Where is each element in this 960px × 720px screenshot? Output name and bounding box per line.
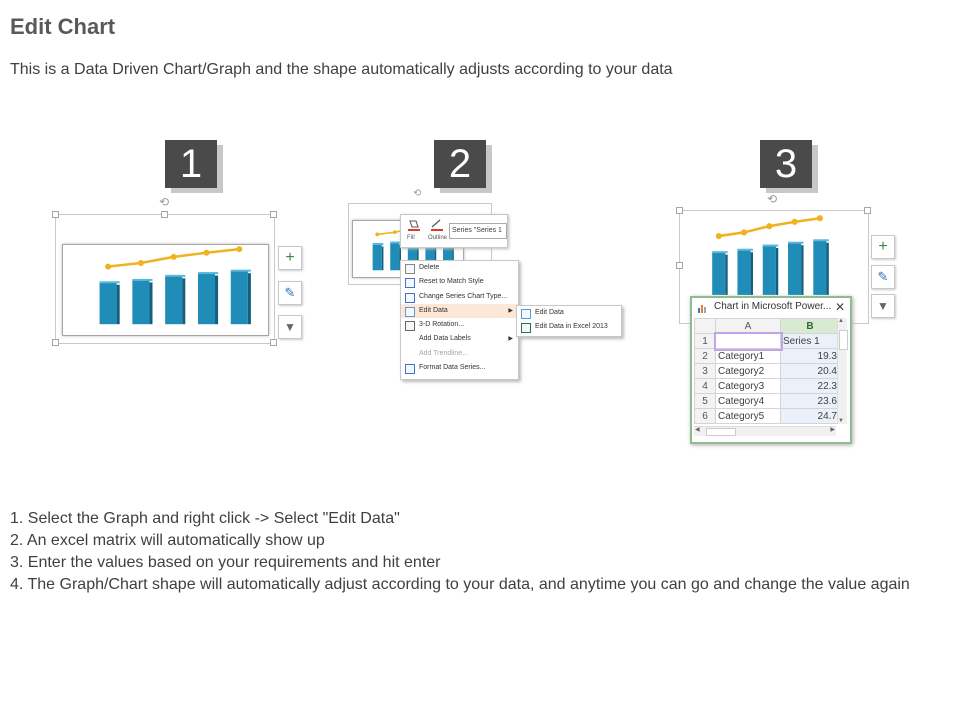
rotation-icon [405,321,415,331]
bar-top [198,272,218,274]
bar-top [373,243,384,245]
bar-category2[interactable] [737,250,750,295]
cell-a[interactable]: Category4 [716,394,781,409]
bar-category4[interactable] [198,274,215,325]
bar-top [132,279,152,281]
menu-item-add-trendline[interactable] [401,347,518,361]
chart-area[interactable] [684,214,842,306]
step-1-badge: 1 [165,140,217,188]
table-row [695,334,840,349]
excel-grid[interactable] [694,318,840,424]
line-point[interactable] [393,230,397,234]
bar-shade [751,252,753,295]
menu-item-label: Delete [419,264,440,271]
rotate-handle-icon[interactable]: ⟲ [159,195,170,209]
bar-shade [776,248,778,295]
chart-styles-button[interactable] [871,265,895,289]
table-row [695,394,840,409]
cell-b[interactable]: 23.6 [781,394,840,409]
menu-item-label: Add Data Labels [419,335,471,343]
row-header[interactable]: 2 [695,349,716,364]
row-header[interactable]: 6 [695,409,716,424]
line-point[interactable] [236,246,242,252]
scroll-thumb[interactable] [706,428,736,436]
chart-type-icon [405,293,415,303]
menu-item-label: Reset to Match Style [419,278,484,286]
bar-shade [117,285,120,324]
rotate-handle-icon[interactable]: ⟲ [767,192,778,206]
row-header[interactable]: 3 [695,364,716,379]
line-point[interactable] [105,264,111,270]
fill-label: Fill [407,235,415,241]
instruction-1: 1. Select the Graph and right click -> Select "Edit Data" [10,510,400,527]
chart-filters-button[interactable] [871,294,895,318]
scroll-right-icon[interactable]: ▶ [830,427,835,433]
bar-category1[interactable] [373,245,382,271]
row-header[interactable]: 5 [695,394,716,409]
page-subtitle: This is a Data Driven Chart/Graph and the shape automatically adjusts according to your data [10,61,673,78]
chart-svg[interactable] [684,214,842,306]
line-point[interactable] [171,254,177,260]
menu-item-add-data-labels[interactable] [401,332,518,346]
bar-top [813,239,829,241]
step-2-badge: 2 [434,140,486,188]
bar-category3[interactable] [763,246,776,295]
bar-shade [215,276,218,325]
context-menu [400,260,519,380]
cell-a[interactable]: Category1 [716,349,781,364]
cell-a[interactable] [716,334,781,349]
resize-handle[interactable] [864,207,871,214]
chart-styles-button[interactable] [278,281,302,305]
scroll-thumb[interactable] [839,330,848,350]
plus-icon: + [878,238,888,255]
bar-top [231,270,251,272]
chart-area[interactable] [62,244,269,336]
excel-chart-icon [698,302,708,312]
menu-item-delete[interactable] [401,261,518,275]
filter-icon: ▼ [284,320,296,334]
bar-category1[interactable] [712,253,725,295]
column-header-a[interactable]: A [716,319,781,334]
bar-shade [149,282,152,324]
close-icon[interactable]: ✕ [835,300,846,314]
bar-category5[interactable] [813,241,826,295]
cell-a[interactable]: Category3 [716,379,781,394]
reset-style-icon [405,278,415,288]
bar-category1[interactable] [100,283,117,324]
corner-cell[interactable] [695,319,716,334]
cell-b[interactable]: 20.4 [781,364,840,379]
bar-shade [182,278,185,324]
table-row [695,409,840,424]
row-header[interactable]: 1 [695,334,716,349]
table-row [695,364,840,379]
resize-handle[interactable] [676,207,683,214]
bar-top [165,275,185,277]
bar-shade [725,255,727,295]
edit-data-submenu [516,305,622,337]
menu-item-label: Add Trendline... [419,349,469,357]
cell-a[interactable]: Category5 [716,409,781,424]
resize-handle[interactable] [270,211,277,218]
resize-handle[interactable] [270,339,277,346]
bar-shade [382,247,384,271]
line-point[interactable] [766,223,772,229]
chart-svg[interactable] [63,245,268,335]
submenu-item-edit-data[interactable] [517,306,621,320]
plus-icon: + [285,249,295,266]
bar-category2[interactable] [390,243,399,270]
series-select[interactable] [449,223,507,239]
bar-top [737,249,753,251]
brush-icon: ✎ [877,269,889,284]
chart-elements-button[interactable] [278,246,302,270]
outline-icon[interactable] [430,218,444,230]
line-point[interactable] [204,250,210,256]
edit-data-icon [521,309,531,319]
step-3-badge: 3 [760,140,812,188]
bar-top [712,251,728,253]
bar-shade [826,243,828,295]
menu-item-format-data-series[interactable] [401,361,518,375]
submenu-arrow-icon: ▶ [508,307,513,314]
cell-b[interactable]: Series 1 [781,334,840,349]
table-row [695,379,840,394]
menu-item-edit-data[interactable] [401,304,518,318]
line-point[interactable] [741,229,747,235]
fill-icon[interactable] [407,218,421,230]
submenu-arrow-icon: ▶ [508,336,513,343]
bar-category4[interactable] [788,243,801,295]
table-row [695,349,840,364]
brush-icon: ✎ [284,285,296,300]
bar-top [788,242,804,244]
delete-icon [405,264,415,274]
menu-item-label: 3-D Rotation... [419,321,465,329]
edit-data-icon [405,307,415,317]
row-header[interactable]: 4 [695,379,716,394]
resize-handle[interactable] [676,262,683,269]
bar-category5[interactable] [231,271,248,324]
line-point[interactable] [375,233,379,237]
excel-window [690,296,852,444]
bar-shade [801,245,803,295]
scroll-up-icon[interactable]: ▲ [838,318,844,324]
line-point[interactable] [716,233,722,239]
column-header-b[interactable]: B [781,319,840,334]
instruction-4: 4. The Graph/Chart shape will automatically adjust according to your data, and anytime you can go and change the value again [10,576,910,593]
bar-category2[interactable] [132,280,149,324]
line-point[interactable] [138,260,144,266]
cell-b[interactable]: 24.7 [781,409,840,424]
resize-handle[interactable] [52,339,59,346]
line-point[interactable] [792,219,798,225]
menu-item-label: Edit Data [419,306,448,314]
excel-title: Chart in Microsoft Power... [714,301,832,312]
outline-label: Outline [428,235,448,241]
series-select-value: Series "Series 1 [452,227,502,234]
resize-handle[interactable] [52,211,59,218]
format-series-icon [405,364,415,374]
menu-item-change-series-chart-type[interactable] [401,290,518,304]
excel-titlebar [692,298,850,316]
submenu-item-edit-data-in-excel-2013[interactable] [517,320,621,334]
menu-item-label: Format Data Series... [419,364,486,372]
resize-handle[interactable] [161,211,168,218]
bar-top [100,281,120,283]
submenu-item-label: Edit Data in Excel 2013 [535,323,608,331]
scroll-left-icon[interactable]: ◀ [695,427,700,433]
scroll-down-icon[interactable]: ▼ [838,418,844,424]
vertical-scrollbar[interactable] [837,318,847,424]
menu-item-label: Change Series Chart Type... [419,292,508,300]
page-title: Edit Chart [10,14,116,39]
bar-shade [248,273,251,324]
line-point[interactable] [817,215,823,221]
chart-elements-button[interactable] [871,235,895,259]
menu-item-3-d-rotation[interactable] [401,318,518,332]
instruction-2: 2. An excel matrix will automatically show up [10,532,325,549]
instruction-3: 3. Enter the values based on your requirements and hit enter [10,554,441,571]
chart-filters-button[interactable] [278,315,302,339]
rotate-handle-icon[interactable]: ⟲ [413,188,422,199]
bar-category3[interactable] [165,276,182,324]
submenu-item-label: Edit Data [535,309,564,316]
format-mini-toolbar [400,214,508,248]
cell-b[interactable]: 19.3 [781,349,840,364]
horizontal-scrollbar[interactable] [694,426,836,436]
cell-a[interactable]: Category2 [716,364,781,379]
menu-item-reset-to-match-style[interactable] [401,275,518,289]
bar-top [763,245,779,247]
cell-b[interactable]: 22.3 [781,379,840,394]
filter-icon: ▼ [877,299,889,313]
excel-icon [521,323,531,333]
